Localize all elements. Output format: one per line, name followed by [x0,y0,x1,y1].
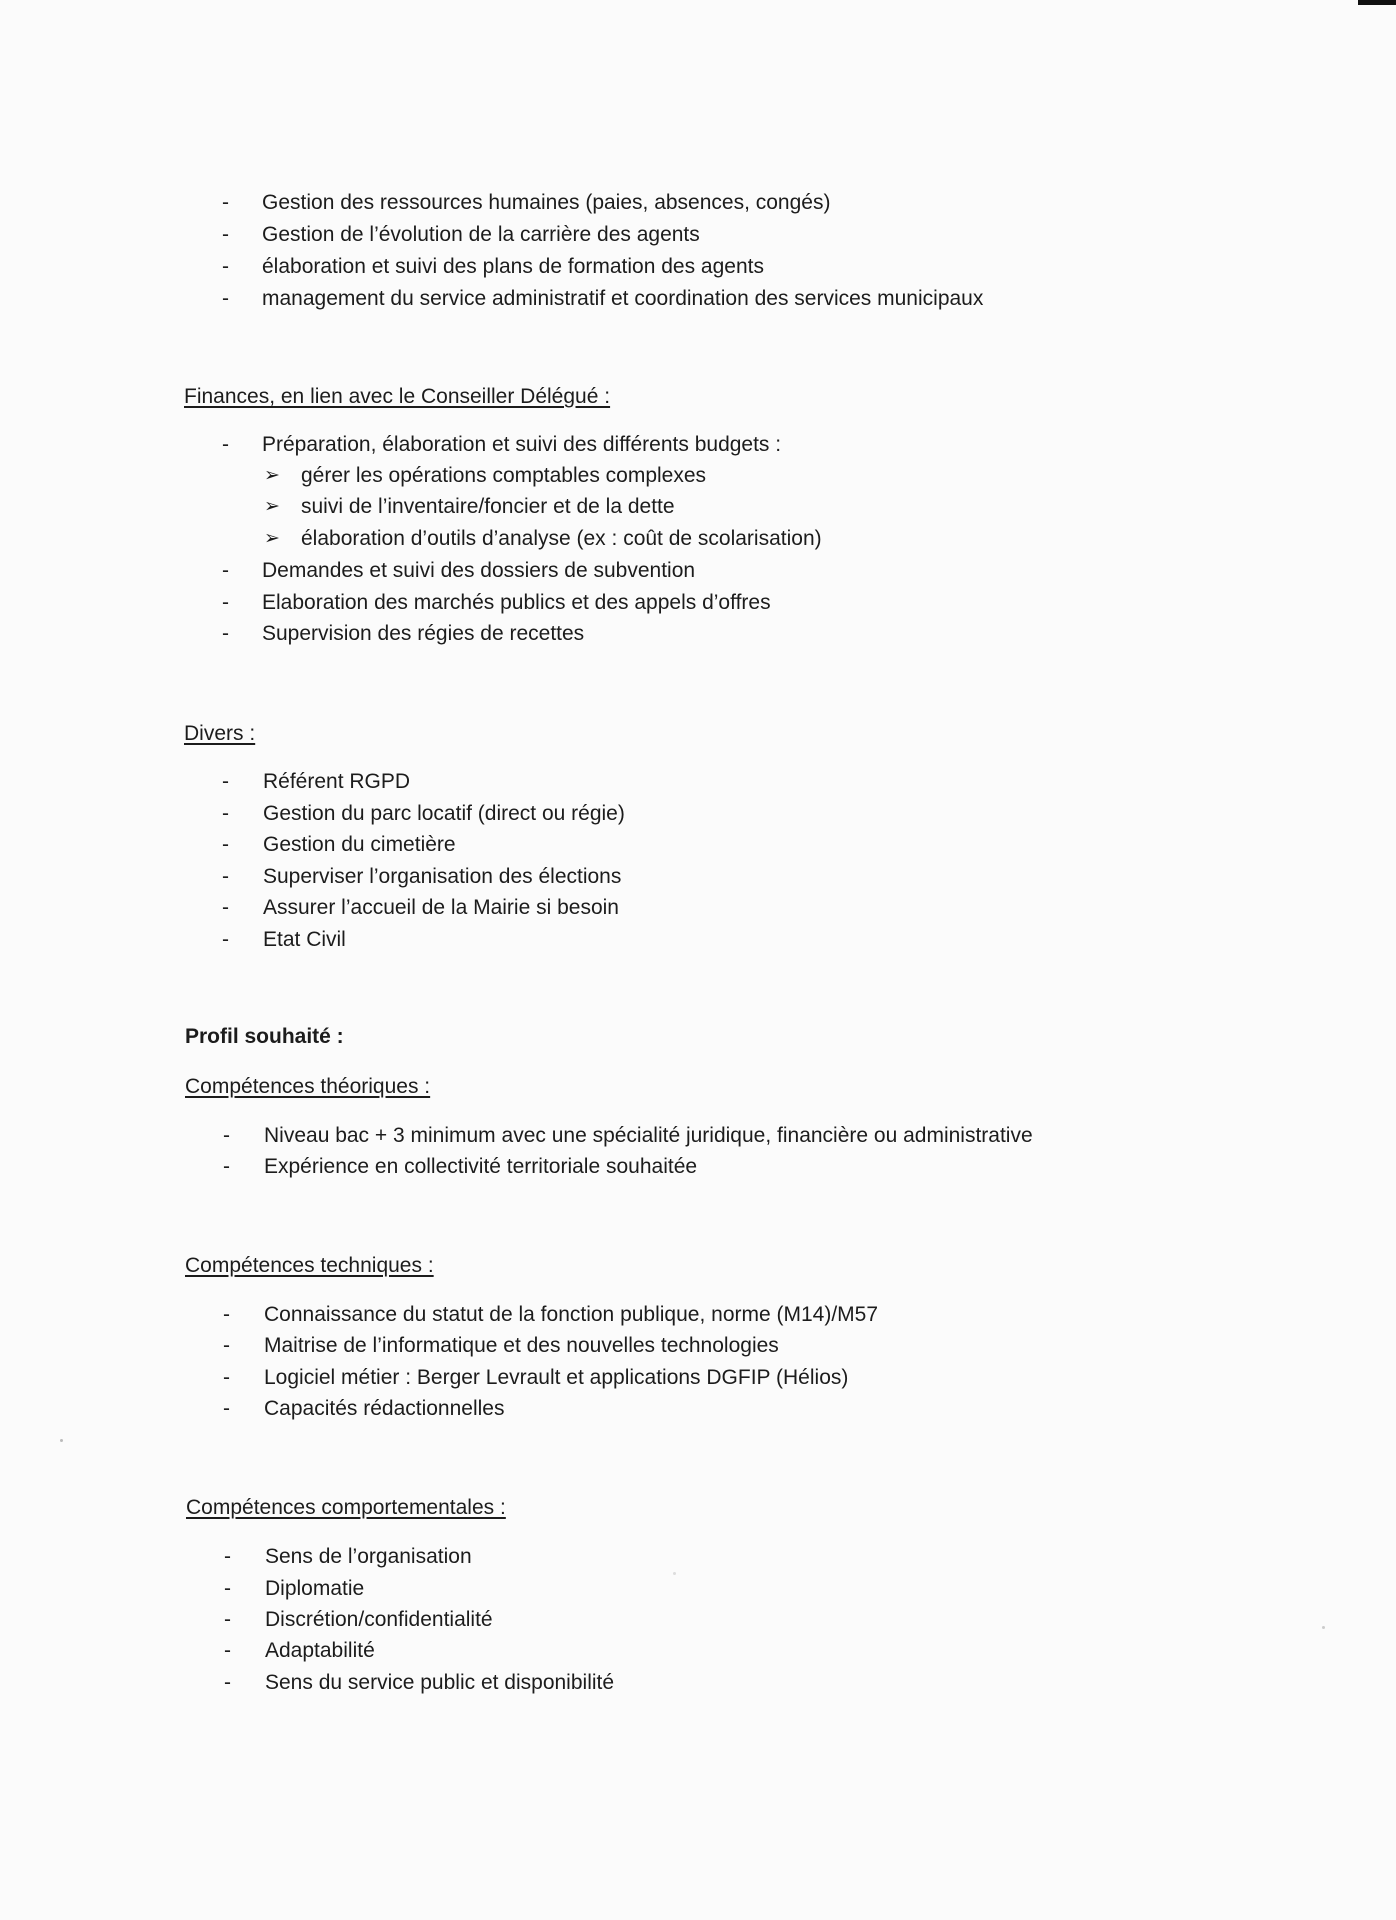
list-item: élaboration et suivi des plans de formation des agents [262,255,764,278]
list-dash: - [224,1545,231,1568]
list-dash: - [222,802,229,825]
list-item: Discrétion/confidentialité [265,1608,493,1631]
list-item: Gestion du cimetière [263,833,456,856]
list-dash: - [224,1608,231,1631]
section-heading-comportementales: Compétences comportementales : [186,1496,506,1519]
list-item: Niveau bac + 3 minimum avec une spécialité juridique, financière ou administrative [264,1124,1033,1147]
section-heading-finances: Finances, en lien avec le Conseiller Délégué : [184,385,611,408]
list-item: Référent RGPD [263,770,411,793]
list-item: Elaboration des marchés publics et des appels d’offres [262,591,771,614]
list-dash: - [222,833,229,856]
list-item: Gestion de l’évolution de la carrière des agents [262,223,700,246]
arrow-bullet-icon: ➢ [264,465,280,486]
list-item: Adaptabilité [265,1639,375,1662]
arrow-bullet-icon: ➢ [264,528,280,549]
sub-list-item: suivi de l’inventaire/foncier et de la dette [301,495,675,518]
list-dash: - [222,191,229,214]
list-dash: - [224,1639,231,1662]
list-dash: - [222,770,229,793]
list-item: Assurer l’accueil de la Mairie si besoin [263,896,619,919]
list-dash: - [223,1124,230,1147]
list-dash: - [224,1577,231,1600]
list-item: Connaissance du statut de la fonction publique, norme (M14)/M57 [264,1303,879,1326]
scan-speck [673,1572,676,1575]
list-item: Capacités rédactionnelles [264,1397,505,1420]
list-item: management du service administratif et coordination des services municipaux [262,287,984,310]
section-heading-profil: Profil souhaité : [185,1025,344,1048]
list-item: Sens de l’organisation [265,1545,472,1568]
list-dash: - [222,896,229,919]
list-item: Supervision des régies de recettes [262,622,585,645]
list-item: Préparation, élaboration et suivi des différents budgets : [262,433,782,456]
list-dash: - [223,1334,230,1357]
list-dash: - [223,1397,230,1420]
list-dash: - [222,223,229,246]
sub-list-item: gérer les opérations comptables complexes [301,464,707,487]
scan-corner-mark [1358,0,1396,5]
list-dash: - [223,1155,230,1178]
scan-speck [60,1439,63,1442]
list-dash: - [223,1303,230,1326]
list-dash: - [222,287,229,310]
list-item: Expérience en collectivité territoriale souhaitée [264,1155,698,1178]
list-dash: - [223,1366,230,1389]
list-dash: - [222,865,229,888]
list-dash: - [222,591,229,614]
list-dash: - [222,928,229,951]
list-item: Superviser l’organisation des élections [263,865,622,888]
list-item: Etat Civil [263,928,346,951]
list-item: Gestion des ressources humaines (paies, absences, congés) [262,191,831,214]
arrow-bullet-icon: ➢ [264,496,280,517]
list-dash: - [222,255,229,278]
list-item: Diplomatie [265,1577,365,1600]
list-item: Demandes et suivi des dossiers de subvention [262,559,696,582]
sub-list-item: élaboration d’outils d’analyse (ex : coût de scolarisation) [301,527,822,550]
list-item: Maitrise de l’informatique et des nouvelles technologies [264,1334,779,1357]
list-dash: - [222,622,229,645]
list-dash: - [222,559,229,582]
section-heading-theoriques: Compétences théoriques : [185,1075,431,1098]
section-heading-divers: Divers : [184,722,256,745]
list-item: Sens du service public et disponibilité [265,1671,615,1694]
section-heading-techniques: Compétences techniques : [185,1254,434,1277]
list-item: Logiciel métier : Berger Levrault et applications DGFIP (Hélios) [264,1366,849,1389]
list-dash: - [224,1671,231,1694]
list-item: Gestion du parc locatif (direct ou régie) [263,802,625,825]
list-dash: - [222,433,229,456]
scan-speck [1322,1626,1325,1629]
